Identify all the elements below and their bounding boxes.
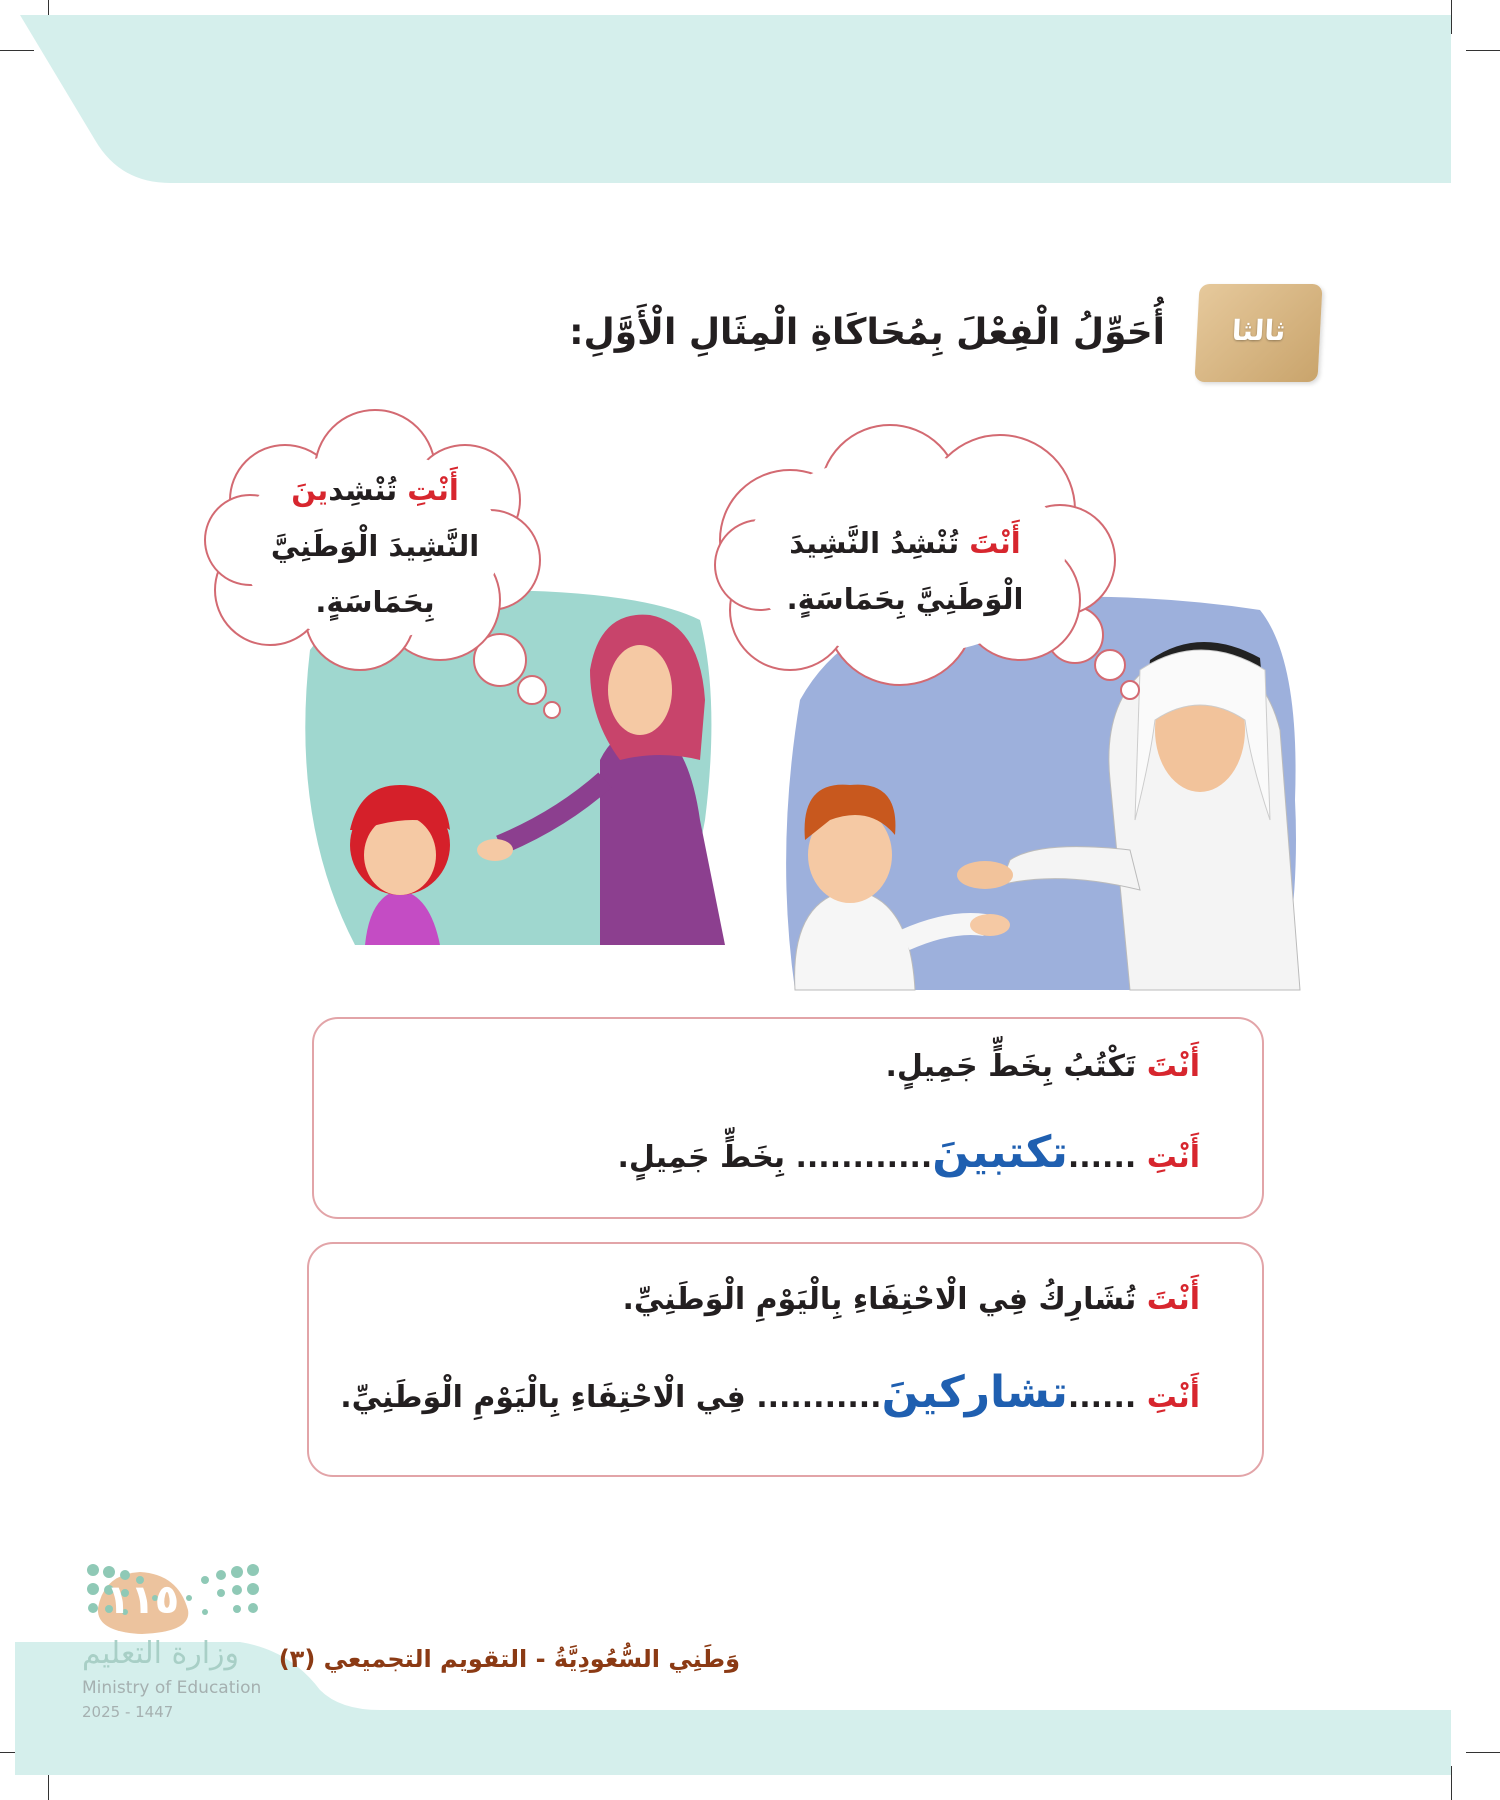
exercise-box-1 (312, 1017, 1264, 1219)
footer-title: وَطَنِي السُّعُودِيَّةُ - التقويم التجميعي (٣) (278, 1645, 740, 1673)
edition-year: 2025 - 1447 (82, 1703, 174, 1721)
instruction-title: أُحَوِّلُ الْفِعْلَ بِمُحَاكَاةِ الْمِثَالِ الْأَوَّلِ: (569, 312, 1165, 353)
illustration (0, 400, 1500, 1000)
header-band (0, 0, 1500, 200)
example-sentence: أَنْتَ تَكْتُبُ بِخَطٍّ جَمِيلٍ. (885, 1049, 1200, 1084)
exercise-box-2 (307, 1242, 1264, 1477)
bubble-text-right: أَنْتَ تُنْشِدُ النَّشِيدَ الْوَطَنِيَّ بِحَمَاسَةٍ. (786, 526, 1024, 616)
answer-sentence: أَنْتِ ......تشاركينَ........... فِي الْاحْتِفَاءِ بِالْيَوْمِ الْوَطَنِيِّ. (340, 1367, 1200, 1418)
section-badge: ثالثا (1194, 284, 1322, 382)
page-number: ١١٥ (105, 1577, 180, 1623)
answer-sentence: أَنْتِ ......تكتبينَ............ بِخَطٍّ جَمِيلٍ. (617, 1127, 1200, 1178)
bubble-text-left: أَنْتِ تُنْشِدينَ النَّشِيدَ الْوَطَنِيَّ بِحَمَاسَةٍ. (270, 473, 480, 619)
answer-field[interactable]: تكتبينَ (932, 1127, 1068, 1178)
example-sentence: أَنْتَ تُشَارِكُ فِي الْاحْتِفَاءِ بِالْيَوْمِ الْوَطَنِيِّ. (622, 1282, 1200, 1317)
ministry-name-ar: وزارة التعليم (82, 1636, 240, 1671)
answer-field[interactable]: تشاركينَ (881, 1367, 1068, 1418)
ministry-name-en: Ministry of Education (82, 1678, 262, 1698)
